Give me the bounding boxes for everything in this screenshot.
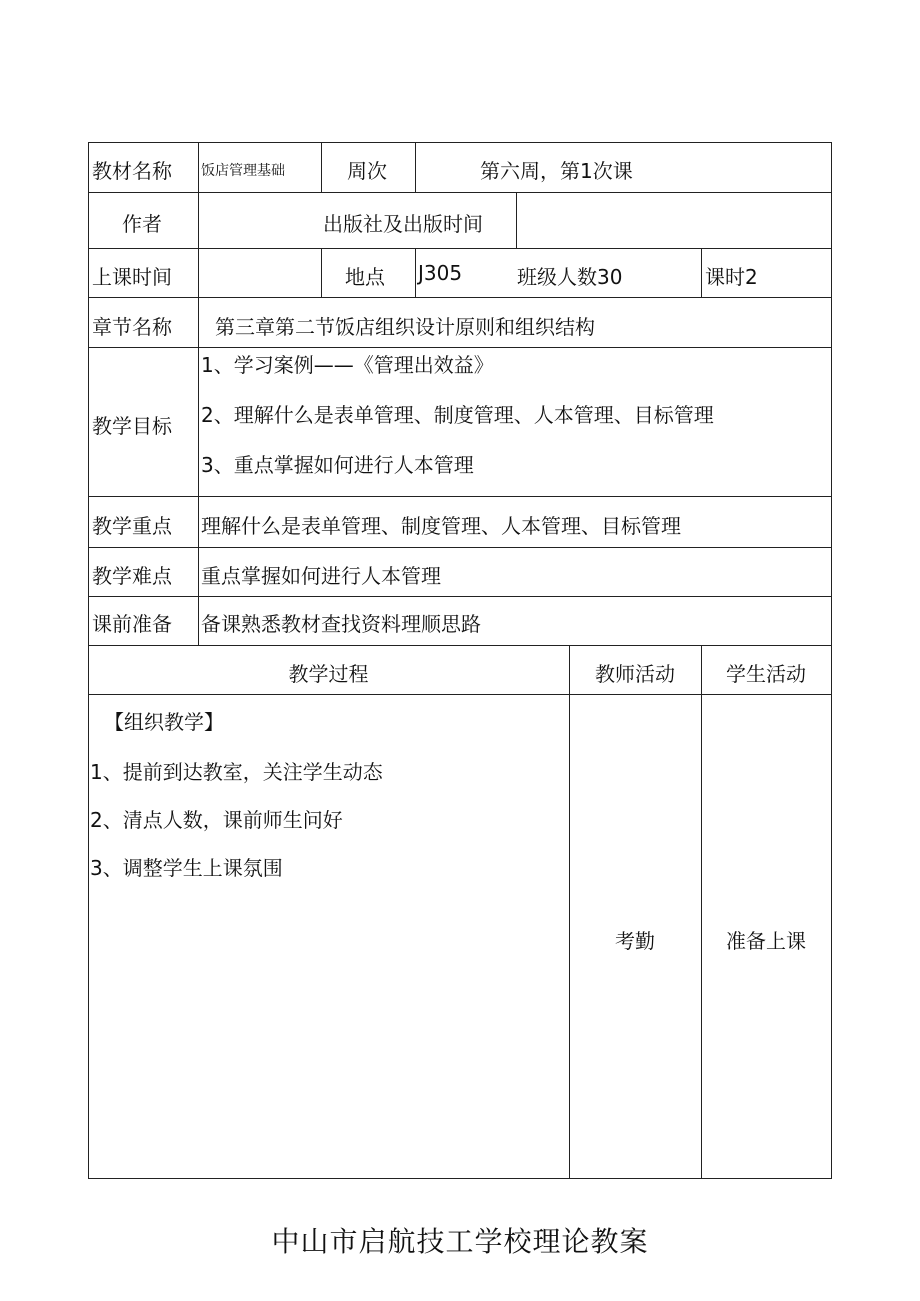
class-hours: 课时2 [705, 265, 758, 289]
col-line [198, 142, 199, 646]
process-column-header: 教学过程 [288, 662, 369, 686]
table-border-top [88, 142, 832, 143]
location-label: 地点 [345, 265, 385, 289]
objective-item: 1、学习案例——《管理出效益》 [201, 353, 494, 377]
col-line [701, 645, 702, 1178]
location-value: J305 [418, 261, 463, 285]
student-column-header: 学生活动 [726, 662, 806, 686]
row-line [88, 192, 832, 193]
teacher-activity: 考勤 [615, 929, 655, 953]
row-line [88, 496, 832, 497]
col-line [415, 248, 416, 297]
difficulties-label: 教学难点 [92, 564, 172, 588]
row-line [88, 297, 832, 298]
key-points-label: 教学重点 [92, 514, 172, 538]
preparation-value: 备课熟悉教材查找资料理顺思路 [201, 612, 481, 636]
col-line [701, 248, 702, 297]
week-label: 周次 [347, 159, 387, 183]
preparation-label: 课前准备 [92, 612, 172, 636]
col-line [569, 645, 570, 1178]
key-points-value: 理解什么是表单管理、制度管理、人本管理、目标管理 [201, 514, 681, 538]
teacher-column-header: 教师活动 [595, 662, 675, 686]
chapter-label: 章节名称 [92, 315, 172, 339]
col-line [321, 142, 322, 192]
chapter-value: 第三章第二节饭店组织设计原则和组织结构 [215, 315, 595, 339]
author-label: 作者 [122, 212, 162, 236]
textbook-value: 饭店管理基础 [201, 163, 285, 179]
row-line [88, 547, 832, 548]
difficulties-value: 重点掌握如何进行人本管理 [201, 564, 441, 588]
textbook-label: 教材名称 [92, 159, 172, 183]
footer-title: 中山市启航技工学校理论教案 [271, 1225, 649, 1258]
col-line [321, 248, 322, 297]
class-size: 班级人数30 [517, 265, 623, 289]
objective-item: 2、理解什么是表单管理、制度管理、人本管理、目标管理 [201, 403, 714, 427]
class-time-label: 上课时间 [92, 265, 172, 289]
student-activity: 准备上课 [726, 929, 806, 953]
process-step: 3、调整学生上课氛围 [90, 856, 283, 880]
row-line [88, 596, 832, 597]
objectives-label: 教学目标 [92, 414, 172, 438]
publisher-label: 出版社及出版时间 [323, 212, 483, 236]
col-line [415, 142, 416, 192]
row-line [88, 694, 832, 695]
row-line [88, 645, 832, 646]
row-line [88, 248, 832, 249]
col-line [516, 192, 517, 248]
section-title: 【组织教学】 [104, 710, 224, 734]
row-line [88, 347, 832, 348]
table-border-bottom [88, 1178, 832, 1179]
process-step: 2、清点人数，课前师生问好 [90, 808, 343, 832]
objective-item: 3、重点掌握如何进行人本管理 [201, 453, 474, 477]
process-step: 1、提前到达教室，关注学生动态 [90, 760, 383, 784]
week-value: 第六周，第1次课 [480, 159, 633, 183]
